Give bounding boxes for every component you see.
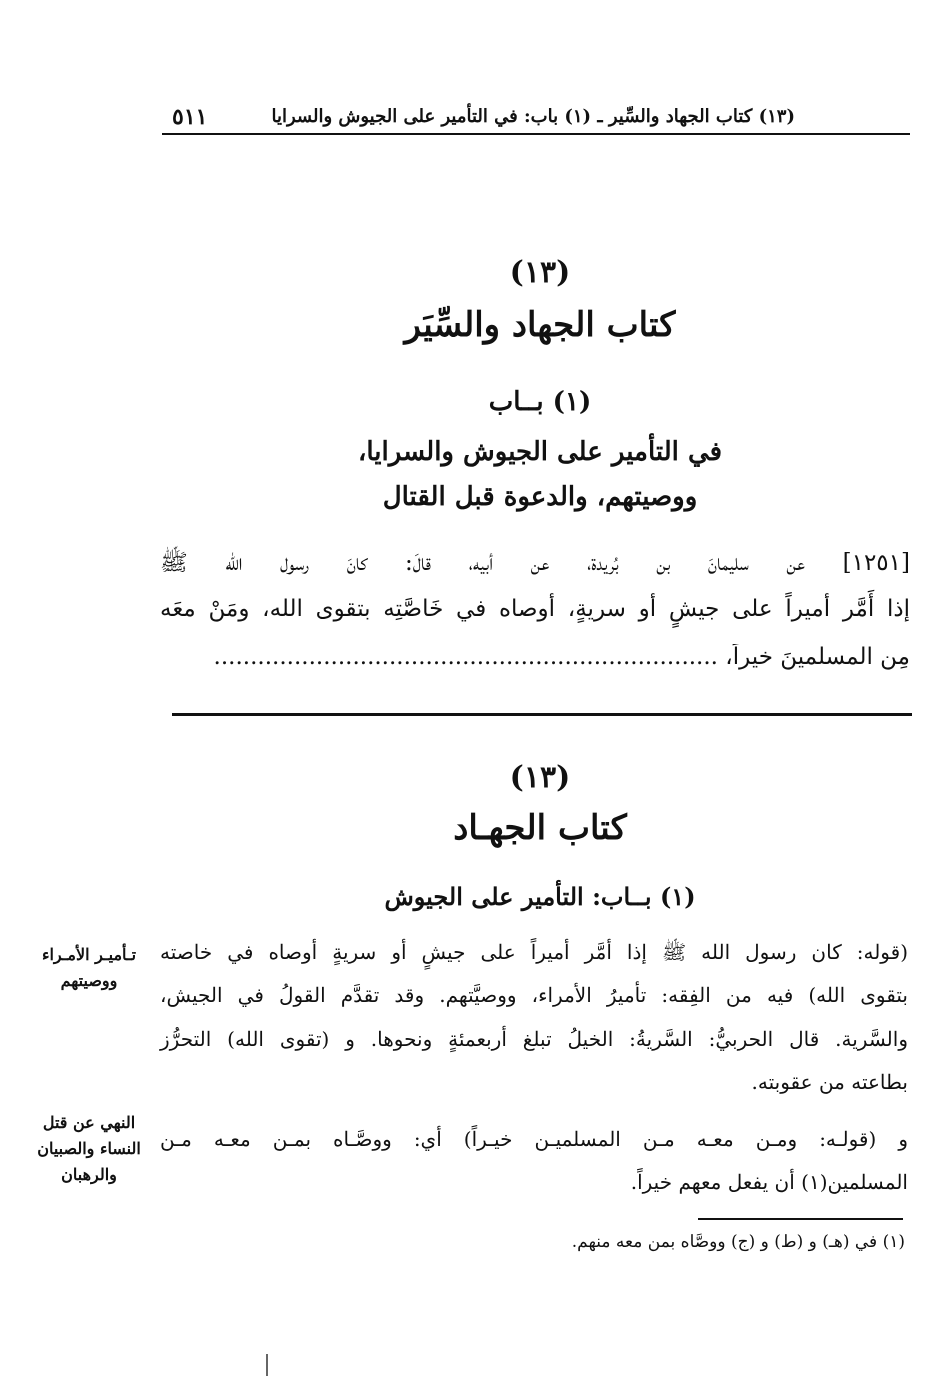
commentary-line: بطاعته من عقوبته. [751,1070,908,1094]
margin-note [20,1110,158,1188]
commentary-line: بتقوى الله) فيه من الفِقه: تأميرُ الأمراء، ووصيَّتهم. وقد تقدَّم القولُ في الجيش، [160,983,908,1007]
hadith-line: مِن المسلمينَ خيراً، ..................................................................... [213,644,910,670]
chapter-title: كتاب الجهاد والسِّيَر [404,305,676,345]
hadith-line: إذا أَمَّر أميراً على جيشٍ أو سريةٍ، أوصاه في خَاصَّتِه بتقوى الله، ومَنْ معَه [160,596,910,622]
section-divider [172,713,912,716]
margin-note-line: النساء والصبيان [37,1139,141,1158]
footnote: (١) في (هـ) و (ط) و (ج) ووصَّاه بمن معه منهم. [571,1232,905,1252]
commentary-line: والسَّرية. قال الحربيُّ: السَّريةُ: الخيلُ تبلغ أربعمئةٍ ونحوها. و (تقوى الله) التحرُّز [160,1027,908,1051]
bab-title-line-1: في التأمير على الجيوش والسرايا، [357,437,723,467]
commentary-chapter-title: كتاب الجهـاد [453,808,627,848]
margin-note-line: ووصيتهم [60,971,118,990]
commentary-chapter-number: (١٣) [509,760,571,795]
commentary-line: (قوله: كان رسول الله ﷺ إذا أمَّر أميراً على جيشٍ أو سريةٍ أوصاه في خاصته [160,940,908,964]
bab-heading: (١) بــاب [488,387,592,417]
margin-note-line: والرهبان [61,1165,117,1184]
commentary-bab-heading: (١) بــاب: التأمير على الجيوش [384,882,696,911]
running-head: (١٣) كتاب الجهاد والسِّير ـ (١) باب: في التأمير على الجيوش والسرايا [271,106,795,127]
margin-note [20,942,158,994]
header-rule [162,133,910,135]
commentary-line: و (قولـه: ومـن معـه مـن المسلميـن خيـراً) أي: ووصَّـاه بمـن معـه مـن [160,1127,908,1151]
margin-note-line: النهي عن قتل [42,1113,136,1132]
margin-note-line: تـأميـر الأمـراء [41,945,137,964]
chapter-number: (١٣) [509,255,571,290]
footnote-rule [698,1218,903,1220]
commentary-line: المسلمين(١) أن يفعل معهم خيراً. [630,1170,908,1194]
hadith-line: [١٢٥١] عن سليمانَ بن بُريدة، عن أبيه، قالَ: كانَ رسول الله ﷺ [160,550,910,576]
page-number: ٥١١ [172,104,208,130]
scan-mark [266,1354,268,1376]
bab-title-line-2: ووصيتهم، والدعوة قبل القتال [382,482,698,512]
